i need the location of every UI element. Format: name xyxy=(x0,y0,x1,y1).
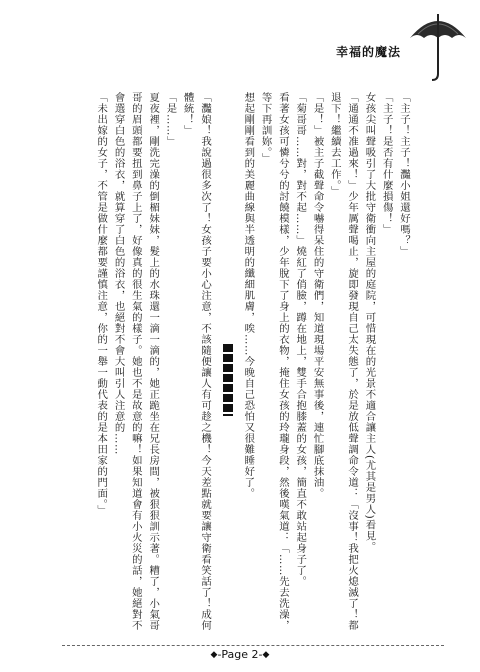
paragraph: 「是！」被主子截聲命令嚇得呆住的守衛們，知道現場平安無事後，連忙腳底抹油。 xyxy=(311,92,324,499)
paragraph: 想起剛剛看到的美麗曲線與半透明的纖細肌膚，唉……今晚自己恐怕又很難睡好了。 xyxy=(242,92,255,499)
paragraph: 「主子！是否有什麼損傷！」 xyxy=(380,92,393,235)
page-header-title: 幸福的魔法 xyxy=(336,45,402,59)
paragraph: 女孩尖叫聲吸引了大批守衛衝向主屋的庭院，可惜現在的光景不適合讓主人(尤其是男人)看見。 xyxy=(363,92,376,553)
paragraph: 「通通不准過來！」少年厲聲喝止，旋即發現自己太失態了，於是放低聲調命令道：「沒事！我把火熄滅了！都退下！繼續去工作。」 xyxy=(328,92,359,631)
body-text xyxy=(52,92,412,632)
section-break-mark xyxy=(223,344,233,416)
paragraph: 看著女孩可憐兮兮的討饒模樣，少年脫下了身上的衣物，掩住女孩的玲瓏身段，然後嘆氣道：「……先去洗澡，等下再訓妳。」 xyxy=(259,92,289,631)
diamond-icon: ◆ xyxy=(262,650,270,660)
paragraph: 「菊哥哥……對，對不起……」燒紅了俏臉，蹲在地上，雙手合抱膝蓋的女孩，簡直不敢站起身子了。 xyxy=(294,92,307,587)
paragraph: 「灩娘！我說過很多次了！女孩子要小心注意，不該隨便讓人有可趁之機！今天差點就要讓守衛看笑話了！成何體統！」 xyxy=(181,92,212,631)
footer-divider xyxy=(62,645,444,646)
paragraph: 「未出嫁的女子，不管是做什麼都要謹慎注意，你的一舉一動代表的是本田家的門面。」 xyxy=(95,92,108,516)
paragraph: 「主子！主子！灩小姐還好嗎？」 xyxy=(398,92,410,257)
page-footer xyxy=(0,648,480,661)
paragraph: 「是……」 xyxy=(164,92,177,147)
section-break xyxy=(213,92,239,632)
diamond-icon: ◆ xyxy=(210,650,218,660)
umbrella-icon xyxy=(404,8,472,84)
page-number: -Page 2- xyxy=(217,648,263,661)
paragraph: 夏夜裡，剛洗完澡的倒楣妹妹，髮上的水珠還一滴一滴的，她正跪坐在兄長房間，被狠狠訓示著。糟了，小氣哥哥的眉頭都要扭到鼻子上了，好像真的很生氣的樣子。她也不是故意的嘛！如果知道會有小火災的話，她絕對不會選穿白色的浴衣，就算穿了白色的浴衣，也絕對不會大叫引人注意的…… xyxy=(112,92,160,631)
